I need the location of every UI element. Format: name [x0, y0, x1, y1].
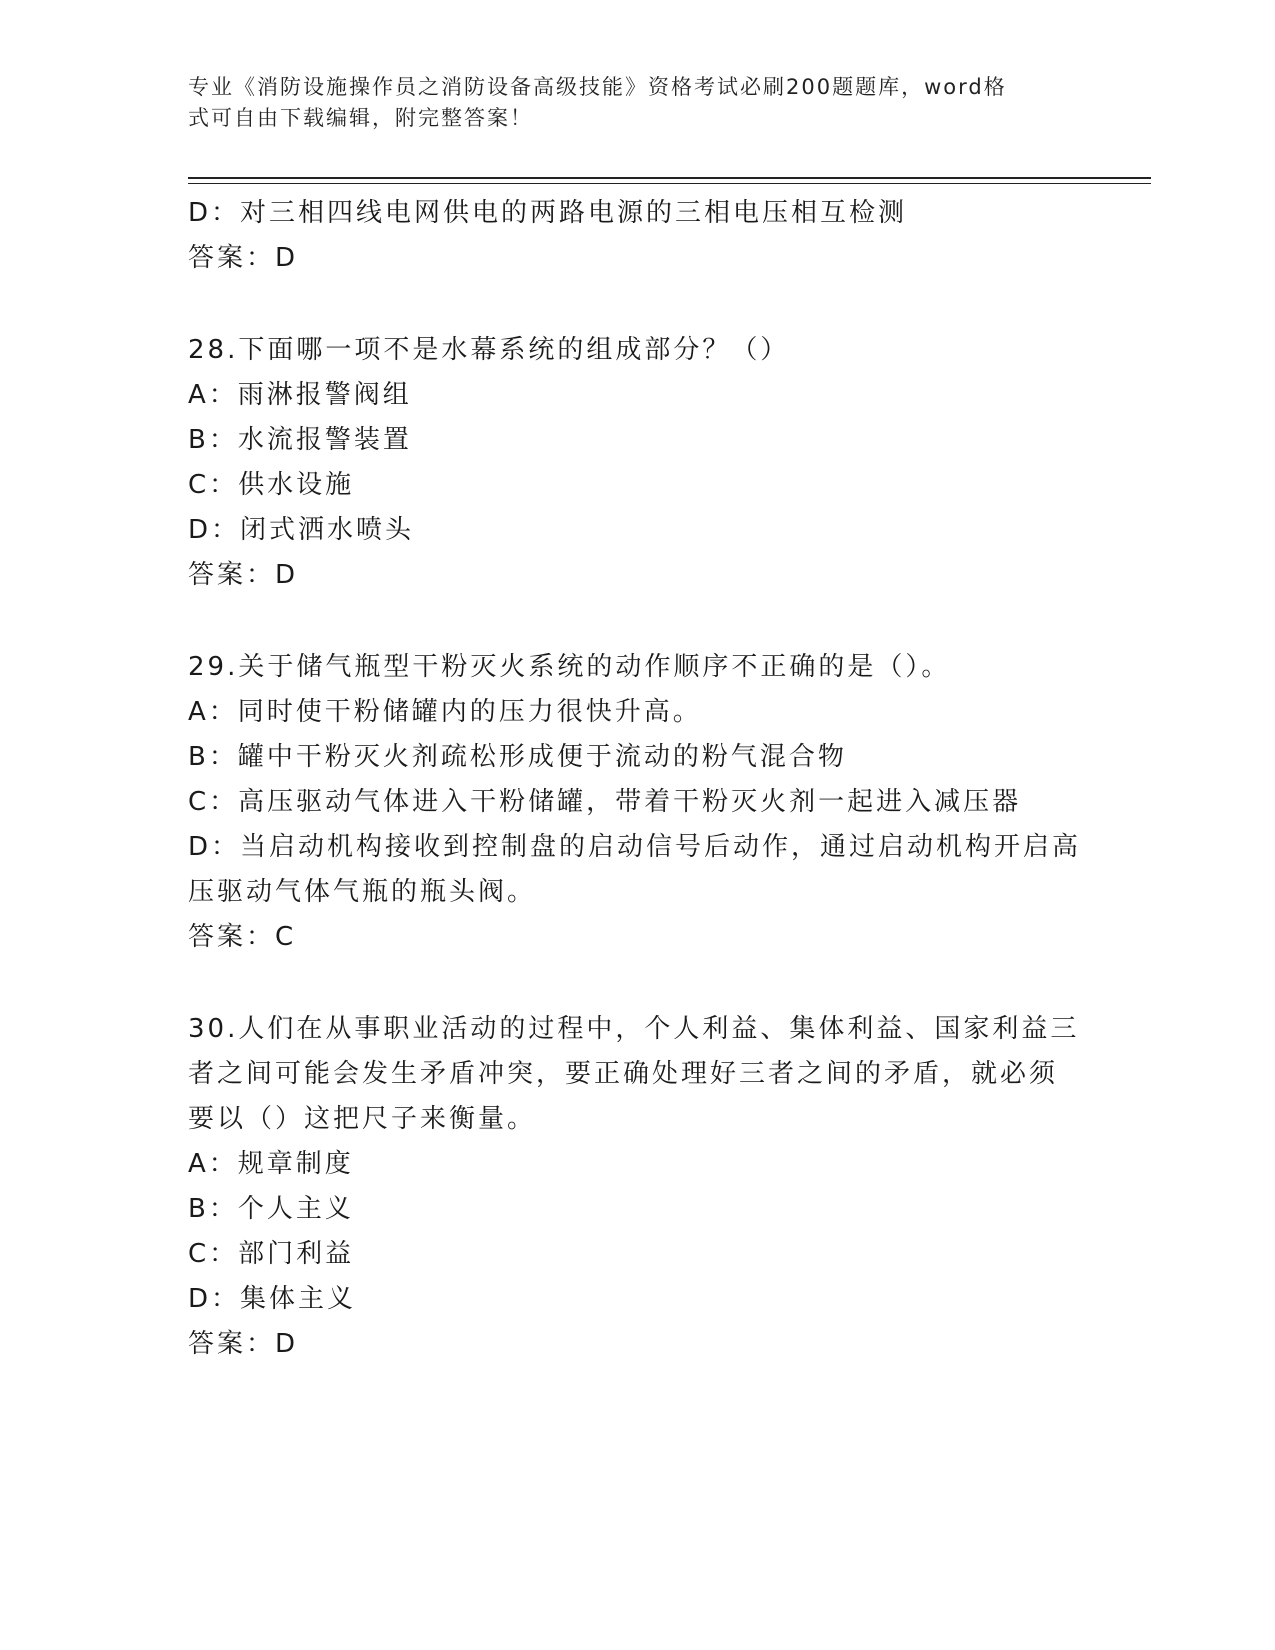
- question-stem: 30.人们在从事职业活动的过程中，个人利益、集体利益、国家利益三: [188, 1014, 1080, 1044]
- option-c: C：供水设施: [188, 470, 355, 500]
- option-b: B：水流报警装置: [188, 425, 412, 455]
- answer: 答案：D: [188, 560, 299, 590]
- option-d: D：集体主义: [188, 1284, 357, 1314]
- question-28: [188, 328, 1088, 598]
- option-a: A：雨淋报警阀组: [188, 380, 412, 410]
- answer: 答案：D: [188, 243, 299, 273]
- question-stem: 28.下面哪一项不是水幕系统的组成部分？（）: [188, 335, 790, 365]
- header-rule-thin: [188, 183, 1151, 184]
- option-c: C：高压驱动气体进入干粉储罐，带着干粉灭火剂一起进入减压器: [188, 787, 1022, 817]
- question-stem: 要以（）这把尺子来衡量。: [188, 1104, 537, 1134]
- option-d: D：当启动机构接收到控制盘的启动信号后动作，通过启动机构开启高: [188, 832, 1082, 862]
- option-b: B：罐中干粉灭火剂疏松形成便于流动的粉气混合物: [188, 742, 847, 772]
- document-header: [188, 72, 1068, 134]
- question-stem: 者之间可能会发生矛盾冲突，要正确处理好三者之间的矛盾，就必须: [188, 1059, 1059, 1089]
- question-29: [188, 645, 1088, 960]
- option-d: D：对三相四线电网供电的两路电源的三相电压相互检测: [188, 198, 908, 228]
- answer: 答案：C: [188, 922, 297, 952]
- option-a: A：规章制度: [188, 1149, 354, 1179]
- header-line: 式可自由下载编辑，附完整答案！: [188, 106, 533, 130]
- option-a: A：同时使干粉储罐内的压力很快升高。: [188, 697, 702, 727]
- question-stem: 29.关于储气瓶型干粉灭火系统的动作顺序不正确的是（）。: [188, 652, 951, 682]
- question-30: [188, 1007, 1088, 1367]
- option-b: B：个人主义: [188, 1194, 354, 1224]
- header-rule: [188, 177, 1151, 179]
- option-d: D：闭式洒水喷头: [188, 515, 415, 545]
- question-list: [188, 191, 1088, 1367]
- option-d-continued: 压驱动气体气瓶的瓶头阀。: [188, 877, 537, 907]
- option-c: C：部门利益: [188, 1239, 355, 1269]
- header-line: 专业《消防设施操作员之消防设备高级技能》资格考试必刷200题题库，word格: [188, 75, 1007, 99]
- answer: 答案：D: [188, 1329, 299, 1359]
